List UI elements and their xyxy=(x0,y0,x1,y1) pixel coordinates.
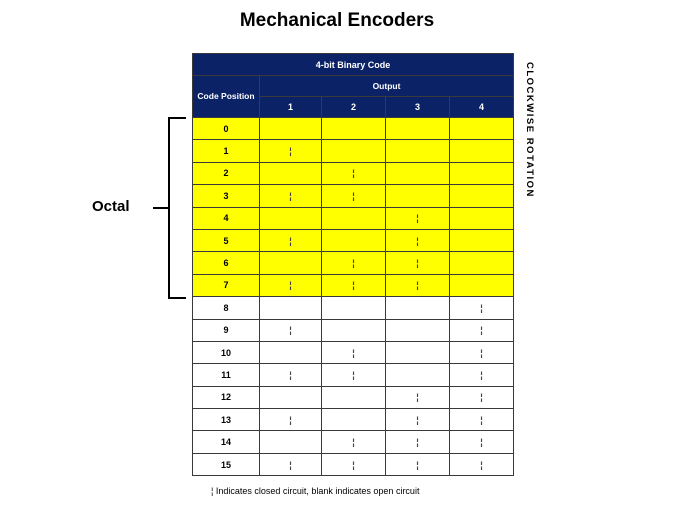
output-cell xyxy=(386,319,450,341)
code-position-cell: 9 xyxy=(193,319,260,341)
output-cell xyxy=(450,162,514,184)
output-cell xyxy=(386,341,450,363)
output-cell: ¦ xyxy=(450,386,514,408)
table-row xyxy=(193,341,514,363)
table-row xyxy=(193,229,514,251)
output-cell xyxy=(260,297,322,319)
output-cell: ¦ xyxy=(260,229,322,251)
output-cell: ¦ xyxy=(322,185,386,207)
output-cell xyxy=(450,185,514,207)
output-cell: ¦ xyxy=(386,207,450,229)
code-position-cell: 12 xyxy=(193,386,260,408)
table-row xyxy=(193,252,514,274)
table-row xyxy=(193,207,514,229)
octal-bracket xyxy=(168,117,186,299)
code-position-cell: 3 xyxy=(193,185,260,207)
output-cell: ¦ xyxy=(260,140,322,162)
table-row xyxy=(193,185,514,207)
output-cell: ¦ xyxy=(450,319,514,341)
binary-code-table xyxy=(192,53,514,476)
output-cell: ¦ xyxy=(260,453,322,475)
output-cell: ¦ xyxy=(450,341,514,363)
table-row xyxy=(193,274,514,296)
output-cell: ¦ xyxy=(386,252,450,274)
output-cell: ¦ xyxy=(386,274,450,296)
output-cell xyxy=(450,274,514,296)
code-position-cell: 10 xyxy=(193,341,260,363)
output-cell xyxy=(260,118,322,140)
table-row xyxy=(193,431,514,453)
output-cell: ¦ xyxy=(260,274,322,296)
code-position-cell: 4 xyxy=(193,207,260,229)
output-cell: ¦ xyxy=(322,364,386,386)
output-cell xyxy=(386,118,450,140)
code-position-cell: 13 xyxy=(193,409,260,431)
output-cell: ¦ xyxy=(450,409,514,431)
output-cell xyxy=(386,140,450,162)
table-body xyxy=(193,118,514,476)
output-cell: ¦ xyxy=(322,274,386,296)
code-position-cell: 11 xyxy=(193,364,260,386)
output-cell: ¦ xyxy=(386,409,450,431)
output-cell: ¦ xyxy=(322,162,386,184)
output-cell xyxy=(260,341,322,363)
output-column-3: 3 xyxy=(386,97,450,118)
table-header: 4-bit Binary Code xyxy=(193,54,514,76)
output-cell: ¦ xyxy=(386,431,450,453)
output-cell: ¦ xyxy=(386,453,450,475)
output-cell: ¦ xyxy=(322,252,386,274)
code-position-cell: 6 xyxy=(193,252,260,274)
output-cell xyxy=(450,118,514,140)
output-cell xyxy=(322,409,386,431)
octal-label: Octal xyxy=(92,198,130,215)
output-cell xyxy=(450,229,514,251)
table-row xyxy=(193,453,514,475)
output-cell xyxy=(260,162,322,184)
code-position-header: Code Position xyxy=(193,76,260,118)
output-cell xyxy=(322,207,386,229)
output-cell: ¦ xyxy=(386,386,450,408)
code-position-cell: 0 xyxy=(193,118,260,140)
output-cell xyxy=(450,207,514,229)
code-position-cell: 14 xyxy=(193,431,260,453)
table-row xyxy=(193,364,514,386)
output-cell xyxy=(260,431,322,453)
table-row xyxy=(193,118,514,140)
octal-bracket-tick xyxy=(153,207,169,209)
output-cell xyxy=(260,386,322,408)
output-column-4: 4 xyxy=(450,97,514,118)
output-cell: ¦ xyxy=(260,409,322,431)
output-cell xyxy=(322,297,386,319)
output-cell: ¦ xyxy=(386,229,450,251)
code-position-cell: 2 xyxy=(193,162,260,184)
output-header: Output xyxy=(260,76,514,97)
output-cell xyxy=(450,252,514,274)
footnote: ¦ Indicates closed circuit, blank indicates open circuit xyxy=(211,486,420,496)
output-cell: ¦ xyxy=(322,341,386,363)
code-position-cell: 15 xyxy=(193,453,260,475)
code-position-cell: 7 xyxy=(193,274,260,296)
table-row xyxy=(193,162,514,184)
code-position-cell: 8 xyxy=(193,297,260,319)
output-cell: ¦ xyxy=(322,453,386,475)
page-title: Mechanical Encoders xyxy=(239,10,435,31)
output-cell xyxy=(322,118,386,140)
output-column-1: 1 xyxy=(260,97,322,118)
output-cell xyxy=(322,386,386,408)
clockwise-rotation-label: CLOCKWISE ROTATION xyxy=(524,62,535,198)
output-cell xyxy=(322,229,386,251)
table-row xyxy=(193,386,514,408)
output-cell xyxy=(450,140,514,162)
output-cell xyxy=(386,185,450,207)
table-row xyxy=(193,409,514,431)
output-cell: ¦ xyxy=(260,185,322,207)
output-cell xyxy=(322,140,386,162)
output-cell xyxy=(260,252,322,274)
output-cell: ¦ xyxy=(260,364,322,386)
output-cell xyxy=(386,162,450,184)
output-cell xyxy=(386,364,450,386)
code-position-cell: 5 xyxy=(193,229,260,251)
output-cell xyxy=(260,207,322,229)
table-row xyxy=(193,319,514,341)
output-cell: ¦ xyxy=(450,453,514,475)
output-column-2: 2 xyxy=(322,97,386,118)
output-cell xyxy=(386,297,450,319)
output-cell: ¦ xyxy=(322,431,386,453)
code-position-cell: 1 xyxy=(193,140,260,162)
output-cell: ¦ xyxy=(450,364,514,386)
output-cell: ¦ xyxy=(450,297,514,319)
output-cell: ¦ xyxy=(450,431,514,453)
table-row xyxy=(193,297,514,319)
output-cell: ¦ xyxy=(260,319,322,341)
output-cell xyxy=(322,319,386,341)
table-row xyxy=(193,140,514,162)
